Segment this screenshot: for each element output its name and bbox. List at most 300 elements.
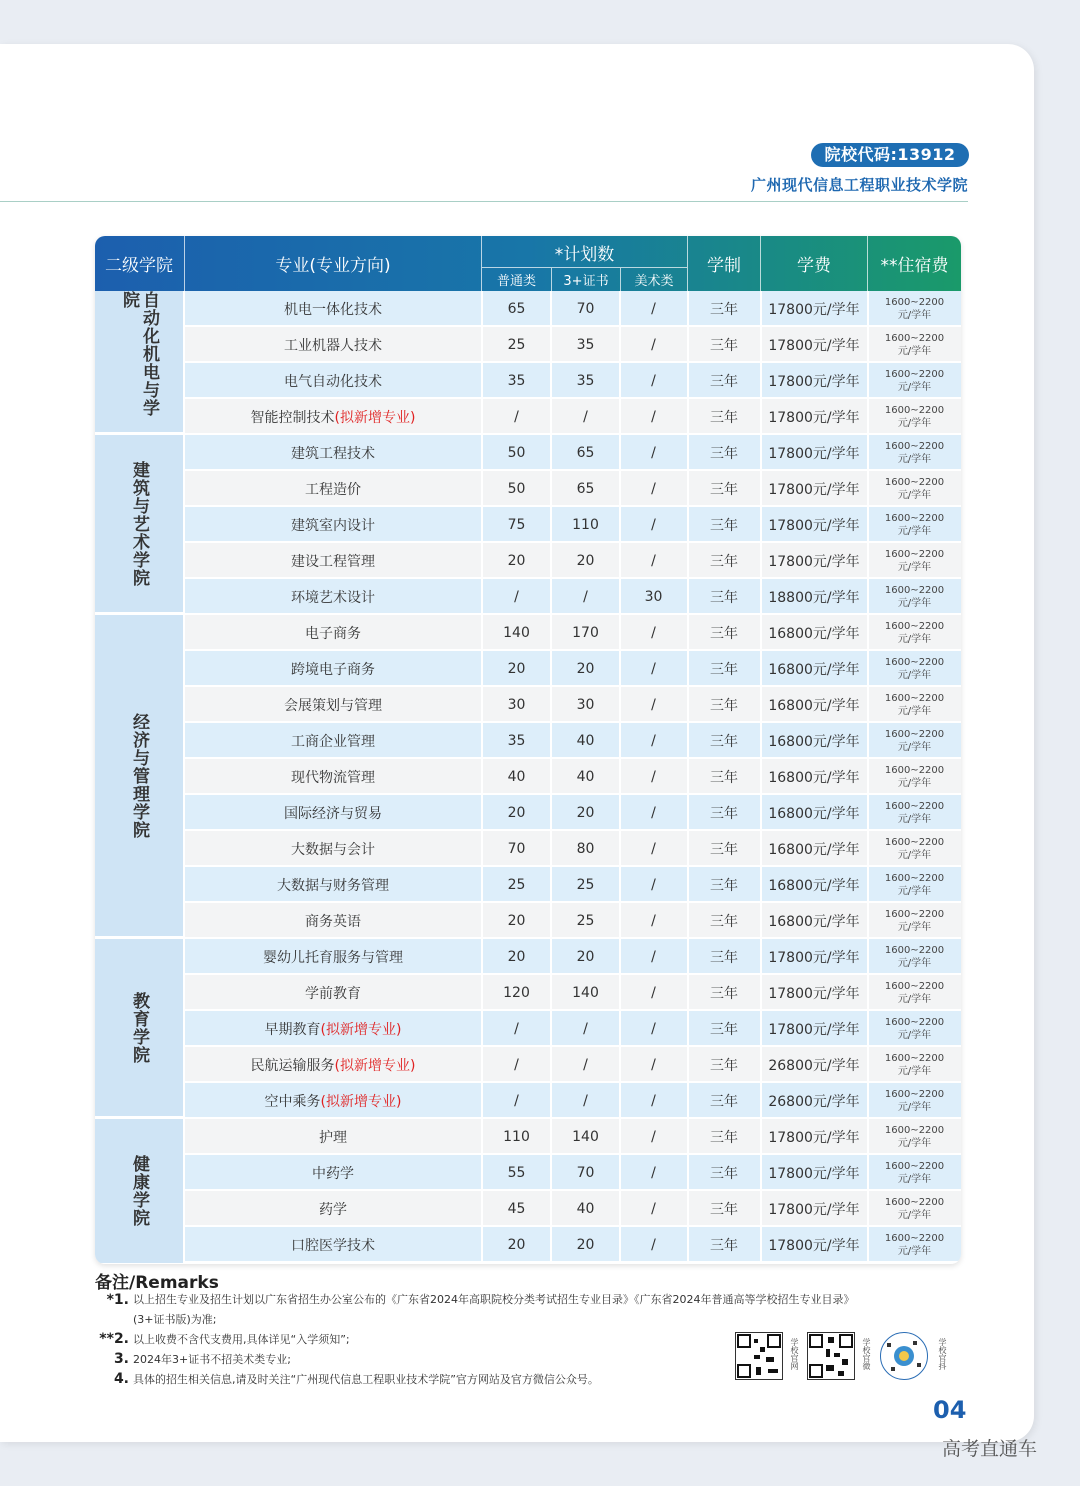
major-cell [185, 1119, 481, 1155]
plan-cert-cell: 40 [576, 1201, 595, 1217]
dorm-cell [868, 399, 961, 435]
major-cell [185, 1191, 481, 1227]
major-name: 早期教育 [264, 1022, 321, 1038]
plan-art-cell: / [651, 1093, 656, 1109]
plan-cert-cell: 140 [572, 985, 599, 1001]
new-major-tag: (拟新增专业) [320, 1022, 402, 1038]
years-cell: 三年 [710, 374, 738, 390]
years-cell: 三年 [710, 590, 738, 606]
plan-art-cell: / [651, 1165, 656, 1181]
dorm-cell [868, 291, 961, 327]
fee-cell: 16800元/学年 [768, 770, 860, 786]
table-row [185, 795, 961, 831]
dorm-cell [868, 327, 961, 363]
dept-name: 经济与管理学院 [129, 712, 149, 839]
qr-label-wechat: 学校官微 [862, 1338, 871, 1370]
dorm-fee-unit: 元/学年 [897, 1138, 932, 1149]
table-row [185, 327, 961, 363]
fee-cell: 16800元/学年 [768, 662, 860, 678]
plan-cert-cell: / [583, 1093, 588, 1109]
fee-cell: 16800元/学年 [768, 806, 860, 822]
fee-cell: 16800元/学年 [768, 914, 860, 930]
years-cell: 三年 [710, 914, 738, 930]
major-cell [185, 1155, 481, 1191]
table-row [185, 939, 961, 975]
major-cell [185, 1011, 481, 1047]
plan-general-cell: 30 [507, 697, 526, 713]
plan-general-cell: 35 [507, 373, 526, 389]
plan-cert-cell: 35 [576, 373, 595, 389]
table-row [185, 759, 961, 795]
dorm-fee-range: 1600~2200 [884, 1233, 945, 1244]
dorm-fee-unit: 元/学年 [897, 994, 932, 1005]
fee-cell: 17800元/学年 [768, 1166, 860, 1182]
dept-name: 健康学院 [129, 1155, 149, 1227]
dept-cell [95, 939, 183, 1116]
table-row [185, 363, 961, 399]
table-row [185, 1227, 961, 1263]
years-cell: 三年 [710, 698, 738, 714]
dorm-fee-unit: 元/学年 [897, 310, 932, 321]
dorm-cell [868, 471, 961, 507]
major-cell [185, 651, 481, 687]
fee-cell: 17800元/学年 [768, 1130, 860, 1146]
dorm-cell [868, 795, 961, 831]
plan-general-cell: 50 [507, 481, 526, 497]
dorm-fee-range: 1600~2200 [884, 657, 945, 668]
years-cell: 三年 [710, 950, 738, 966]
dorm-fee-range: 1600~2200 [884, 1197, 945, 1208]
years-cell: 三年 [710, 338, 738, 354]
dorm-fee-range: 1600~2200 [884, 441, 945, 452]
plan-general-cell: 35 [507, 733, 526, 749]
plan-cert-cell: 20 [576, 949, 595, 965]
plan-cert-cell: 110 [572, 517, 599, 533]
dept-name: 教育学院 [129, 991, 149, 1064]
dorm-fee-range: 1600~2200 [884, 837, 945, 848]
dorm-fee-unit: 元/学年 [897, 490, 932, 501]
col-dorm: **住宿费 [880, 256, 949, 276]
plan-cert-cell: 30 [576, 697, 595, 713]
fee-cell: 17800元/学年 [768, 986, 860, 1002]
new-major-tag: (拟新增专业) [334, 1058, 416, 1074]
plan-cert-cell: 65 [576, 481, 595, 497]
table-row [185, 651, 961, 687]
dorm-fee-range: 1600~2200 [884, 585, 945, 596]
plan-art-cell: / [651, 841, 656, 857]
dorm-fee-range: 1600~2200 [884, 1161, 945, 1172]
plan-art-cell: / [651, 913, 656, 929]
major-name: 工程造价 [305, 482, 361, 498]
dorm-cell [868, 507, 961, 543]
major-name: 电子商务 [305, 626, 361, 642]
note-1-num: *1. [106, 1292, 129, 1308]
dorm-fee-unit: 元/学年 [897, 454, 932, 465]
qr-code-douyin[interactable] [880, 1332, 928, 1380]
major-cell [185, 795, 481, 831]
table-row [185, 1155, 961, 1191]
plan-general-cell: / [514, 1093, 519, 1109]
years-cell: 三年 [710, 410, 738, 426]
note-1-text-cont: (3+证书版)为准; [133, 1313, 217, 1326]
qr-code-wechat[interactable] [807, 1332, 855, 1380]
dorm-fee-unit: 元/学年 [897, 706, 932, 717]
dorm-fee-range: 1600~2200 [884, 729, 945, 740]
plan-art-cell: / [651, 445, 656, 461]
fee-cell: 17800元/学年 [768, 554, 860, 570]
plan-general-cell: 120 [503, 985, 530, 1001]
plan-general-cell: 20 [507, 1237, 526, 1253]
major-name: 跨境电子商务 [291, 662, 375, 678]
years-cell: 三年 [710, 806, 738, 822]
new-major-tag: (拟新增专业) [334, 410, 416, 426]
plan-cert-cell: 20 [576, 1237, 595, 1253]
fee-cell: 16800元/学年 [768, 626, 860, 642]
plan-general-cell: 20 [507, 805, 526, 821]
plan-art-cell: / [651, 553, 656, 569]
major-cell [185, 471, 481, 507]
major-name: 电气自动化技术 [284, 374, 382, 390]
dorm-fee-range: 1600~2200 [884, 765, 945, 776]
fee-cell: 18800元/学年 [768, 590, 860, 606]
plan-cert-cell: 25 [576, 877, 595, 893]
plan-cert-cell: 40 [576, 733, 595, 749]
fee-cell: 17800元/学年 [768, 482, 860, 498]
major-name: 空中乘务 [264, 1094, 321, 1110]
fee-cell: 17800元/学年 [768, 1022, 860, 1038]
major-name: 学前教育 [305, 986, 361, 1002]
major-name: 口腔医学技术 [291, 1238, 375, 1254]
dorm-fee-range: 1600~2200 [884, 405, 945, 416]
dorm-fee-unit: 元/学年 [897, 778, 932, 789]
table-row [185, 1119, 961, 1155]
fee-cell: 17800元/学年 [768, 374, 860, 390]
plan-art-cell: / [651, 337, 656, 353]
plan-cert-cell: 65 [576, 445, 595, 461]
major-cell [185, 723, 481, 759]
table-row [185, 1191, 961, 1227]
table-row [185, 435, 961, 471]
dorm-fee-range: 1600~2200 [884, 801, 945, 812]
table-row [185, 687, 961, 723]
watermark: 高考直通车 [942, 1438, 1038, 1460]
dorm-fee-unit: 元/学年 [897, 742, 932, 753]
fee-cell: 17800元/学年 [768, 1202, 860, 1218]
plan-general-cell: 65 [507, 301, 526, 317]
dorm-cell [868, 759, 961, 795]
dorm-cell [868, 1119, 961, 1155]
plan-cert-cell: / [583, 589, 588, 605]
dorm-fee-unit: 元/学年 [897, 382, 932, 393]
plan-cert-cell: 70 [576, 1165, 595, 1181]
years-cell: 三年 [710, 482, 738, 498]
qr-label-douyin: 学校官抖 [938, 1338, 947, 1370]
major-name: 民航运输服务 [250, 1058, 335, 1074]
major-name: 机电一体化技术 [284, 302, 382, 318]
dorm-cell [868, 975, 961, 1011]
header-divider [0, 201, 968, 202]
plan-cert-cell: 20 [576, 805, 595, 821]
dorm-fee-range: 1600~2200 [884, 1017, 945, 1028]
plan-cert-cell: 140 [572, 1129, 599, 1145]
major-name: 建设工程管理 [291, 554, 375, 570]
major-cell [185, 615, 481, 651]
table-row [185, 399, 961, 435]
dorm-fee-unit: 元/学年 [897, 1030, 932, 1041]
plan-cert-cell: 70 [576, 301, 595, 317]
years-cell: 三年 [710, 1130, 738, 1146]
dorm-fee-unit: 元/学年 [897, 526, 932, 537]
fee-cell: 16800元/学年 [768, 842, 860, 858]
dorm-fee-range: 1600~2200 [884, 621, 945, 632]
dorm-cell [868, 651, 961, 687]
table-row [185, 1083, 961, 1119]
years-cell: 三年 [710, 1058, 738, 1074]
fee-cell: 17800元/学年 [768, 950, 860, 966]
plan-art-cell: / [651, 805, 656, 821]
major-cell [185, 939, 481, 975]
plan-art-cell: / [651, 661, 656, 677]
years-cell: 三年 [710, 1202, 738, 1218]
fee-cell: 17800元/学年 [768, 338, 860, 354]
col-plan-art: 美术类 [634, 274, 674, 289]
dept-cell [95, 615, 183, 936]
plan-art-cell: / [651, 949, 656, 965]
major-name: 智能控制技术 [250, 410, 335, 426]
dorm-fee-range: 1600~2200 [884, 477, 945, 488]
major-name: 环境艺术设计 [291, 590, 375, 606]
fee-cell: 26800元/学年 [768, 1058, 860, 1074]
col-fee: 学费 [797, 256, 831, 276]
years-cell: 三年 [710, 554, 738, 570]
dorm-cell [868, 723, 961, 759]
plan-general-cell: 20 [507, 553, 526, 569]
note-3-num: 3. [113, 1351, 129, 1367]
dorm-fee-unit: 元/学年 [897, 346, 932, 357]
dorm-fee-unit: 元/学年 [897, 634, 932, 645]
page-number: 04 [933, 1396, 967, 1424]
dept-cell [95, 291, 183, 432]
dorm-fee-unit: 元/学年 [897, 886, 932, 897]
plan-general-cell: 70 [507, 841, 526, 857]
major-name: 会展策划与管理 [284, 698, 382, 714]
dorm-fee-unit: 元/学年 [897, 598, 932, 609]
major-name: 工业机器人技术 [284, 338, 382, 354]
major-name: 大数据与财务管理 [277, 878, 389, 894]
major-name: 护理 [319, 1130, 347, 1146]
plan-general-cell: 20 [507, 661, 526, 677]
table-row [185, 723, 961, 759]
dorm-fee-unit: 元/学年 [897, 562, 932, 573]
dorm-cell [868, 1047, 961, 1083]
years-cell: 三年 [710, 446, 738, 462]
fee-cell: 16800元/学年 [768, 698, 860, 714]
new-major-tag: (拟新增专业) [320, 1094, 402, 1110]
plan-cert-cell: / [583, 1057, 588, 1073]
dorm-cell [868, 363, 961, 399]
plan-cert-cell: 35 [576, 337, 595, 353]
major-cell [185, 363, 481, 399]
dorm-fee-range: 1600~2200 [884, 1125, 945, 1136]
plan-art-cell: / [651, 985, 656, 1001]
major-cell [185, 399, 481, 435]
plan-general-cell: / [514, 409, 519, 425]
school-name: 广州现代信息工程职业技术学院 [750, 176, 968, 194]
fee-cell: 17800元/学年 [768, 410, 860, 426]
major-cell [185, 975, 481, 1011]
plan-general-cell: 25 [507, 337, 526, 353]
school-code-badge: 院校代码:13912 [811, 143, 969, 167]
plan-cert-cell: 20 [576, 553, 595, 569]
dorm-cell [868, 435, 961, 471]
major-cell [185, 543, 481, 579]
plan-general-cell: 75 [507, 517, 526, 533]
dorm-fee-unit: 元/学年 [897, 1066, 932, 1077]
major-cell [185, 1047, 481, 1083]
major-name: 建筑室内设计 [291, 518, 375, 534]
fee-cell: 26800元/学年 [768, 1094, 860, 1110]
table-row [185, 867, 961, 903]
dorm-cell [868, 903, 961, 939]
plan-art-cell: / [651, 1201, 656, 1217]
dorm-fee-unit: 元/学年 [897, 922, 932, 933]
fee-cell: 17800元/学年 [768, 1238, 860, 1254]
dorm-fee-range: 1600~2200 [884, 981, 945, 992]
major-cell [185, 867, 481, 903]
enrollment-table [95, 236, 961, 1264]
dorm-fee-range: 1600~2200 [884, 909, 945, 920]
major-cell [185, 687, 481, 723]
note-2-num: **2. [99, 1331, 129, 1347]
plan-art-cell: / [651, 877, 656, 893]
dorm-fee-unit: 元/学年 [897, 418, 932, 429]
dorm-fee-unit: 元/学年 [897, 670, 932, 681]
major-cell [185, 291, 481, 327]
major-cell [185, 579, 481, 615]
major-name: 建筑工程技术 [291, 446, 375, 462]
dept-name: 自动化机电与学院 [119, 291, 159, 417]
dorm-fee-range: 1600~2200 [884, 693, 945, 704]
plan-general-cell: / [514, 1021, 519, 1037]
col-plan-general: 普通类 [496, 274, 536, 289]
dorm-fee-range: 1600~2200 [884, 549, 945, 560]
dept-name: 建筑与艺术学院 [129, 460, 149, 587]
col-plan-cert: 3+证书 [563, 274, 609, 289]
dorm-fee-unit: 元/学年 [897, 814, 932, 825]
table-row [185, 615, 961, 651]
years-cell: 三年 [710, 1166, 738, 1182]
plan-cert-cell: 40 [576, 769, 595, 785]
plan-cert-cell: / [583, 409, 588, 425]
plan-art-cell: / [651, 1237, 656, 1253]
major-name: 工商企业管理 [291, 734, 375, 750]
plan-cert-cell: 80 [576, 841, 595, 857]
plan-general-cell: / [514, 1057, 519, 1073]
dorm-cell [868, 1227, 961, 1263]
fee-cell: 16800元/学年 [768, 734, 860, 750]
plan-art-cell: / [651, 697, 656, 713]
note-1-text: 以上招生专业及招生计划以广东省招生办公室公布的《广东省2024年高职院校分类考试招生专业目录》《广东省2024年普通高等学校招生专业目录》 [133, 1293, 855, 1306]
fee-cell: 16800元/学年 [768, 878, 860, 894]
dorm-fee-unit: 元/学年 [897, 1210, 932, 1221]
major-cell [185, 1083, 481, 1119]
dorm-fee-range: 1600~2200 [884, 1089, 945, 1100]
note-2-text: 以上收费不含代支费用,具体详见“入学须知”; [133, 1333, 350, 1346]
years-cell: 三年 [710, 518, 738, 534]
years-cell: 三年 [710, 662, 738, 678]
dept-cell [95, 1119, 183, 1263]
col-dept: 二级学院 [105, 256, 173, 276]
table-header [95, 236, 961, 291]
years-cell: 三年 [710, 842, 738, 858]
note-4-text: 具体的招生相关信息,请及时关注“广州现代信息工程职业技术学院”官方网站及官方微信公众号。 [133, 1373, 599, 1386]
table-row [185, 831, 961, 867]
major-name: 婴幼儿托育服务与管理 [263, 950, 403, 966]
dorm-fee-range: 1600~2200 [884, 369, 945, 380]
plan-general-cell: 140 [503, 625, 530, 641]
plan-art-cell: / [651, 625, 656, 641]
major-name: 大数据与会计 [291, 842, 375, 858]
table-row [185, 1011, 961, 1047]
plan-art-cell: / [651, 481, 656, 497]
dorm-cell [868, 1083, 961, 1119]
table-row [185, 543, 961, 579]
plan-art-cell: / [651, 1021, 656, 1037]
note-4-num: 4. [113, 1371, 129, 1387]
years-cell: 三年 [710, 878, 738, 894]
plan-general-cell: 55 [507, 1165, 526, 1181]
plan-art-cell: / [651, 769, 656, 785]
plan-art-cell: 30 [644, 589, 663, 605]
dorm-fee-range: 1600~2200 [884, 513, 945, 524]
plan-general-cell: 20 [507, 949, 526, 965]
major-name: 国际经济与贸易 [284, 806, 382, 822]
qr-code-website[interactable] [735, 1332, 783, 1380]
dorm-fee-range: 1600~2200 [884, 1053, 945, 1064]
dorm-fee-range: 1600~2200 [884, 297, 945, 308]
remarks-title: 备注/Remarks [95, 1273, 219, 1293]
years-cell: 三年 [710, 1094, 738, 1110]
dorm-cell [868, 1155, 961, 1191]
dorm-cell [868, 615, 961, 651]
dorm-fee-unit: 元/学年 [897, 958, 932, 969]
col-major: 专业(专业方向) [275, 256, 391, 276]
major-cell [185, 1227, 481, 1263]
dorm-fee-unit: 元/学年 [897, 1102, 932, 1113]
table-row [185, 291, 961, 327]
major-cell [185, 435, 481, 471]
dorm-cell [868, 1191, 961, 1227]
years-cell: 三年 [710, 770, 738, 786]
col-years: 学制 [707, 256, 741, 276]
table-row [185, 471, 961, 507]
table-row [185, 507, 961, 543]
dorm-cell [868, 939, 961, 975]
major-cell [185, 507, 481, 543]
dorm-cell [868, 867, 961, 903]
plan-general-cell: 50 [507, 445, 526, 461]
plan-cert-cell: / [583, 1021, 588, 1037]
plan-art-cell: / [651, 373, 656, 389]
dorm-fee-unit: 元/学年 [897, 1246, 932, 1257]
plan-art-cell: / [651, 409, 656, 425]
dorm-cell [868, 543, 961, 579]
dorm-cell [868, 1011, 961, 1047]
dorm-fee-range: 1600~2200 [884, 333, 945, 344]
years-cell: 三年 [710, 986, 738, 1002]
years-cell: 三年 [710, 302, 738, 318]
table-row [185, 975, 961, 1011]
